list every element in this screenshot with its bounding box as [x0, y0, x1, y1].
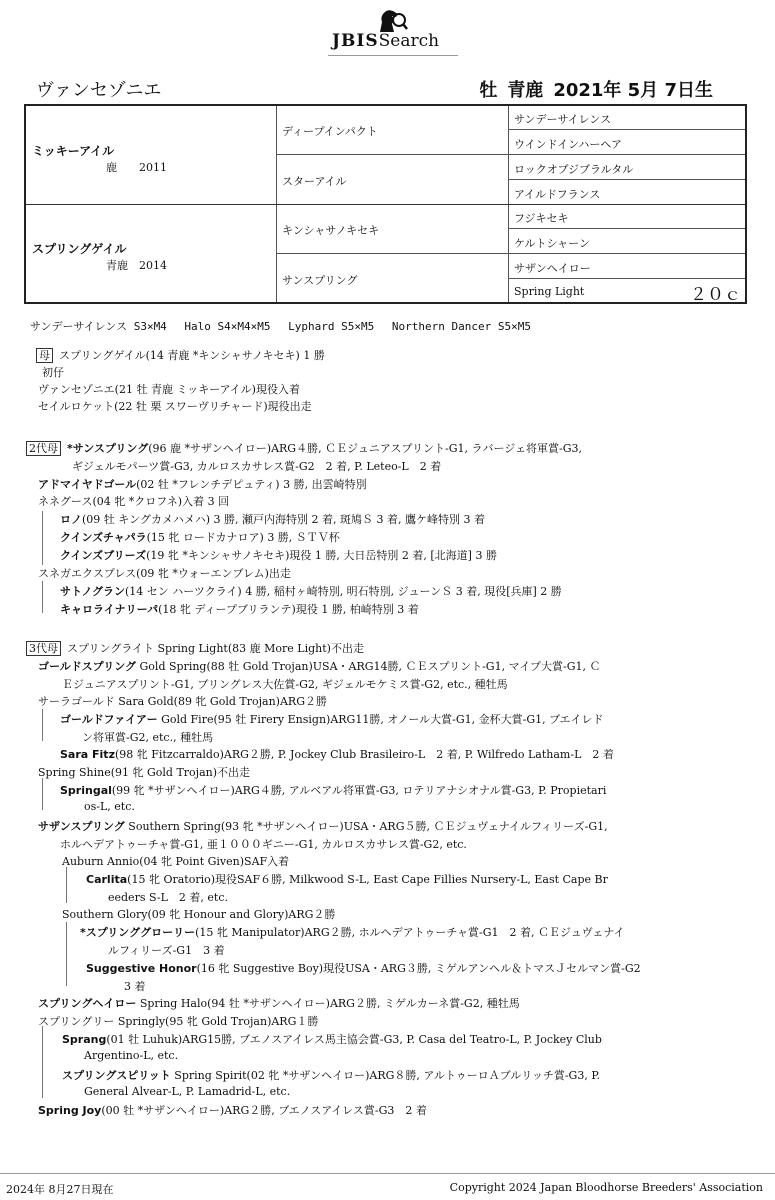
- horse-name-bold: スプリングヘイロー: [38, 997, 137, 1010]
- horse-name-bold: Sprang: [62, 1033, 107, 1046]
- family-line: [84, 1085, 290, 1098]
- gen2-1: ディープインパクト: [282, 125, 378, 138]
- family-line: [62, 1067, 600, 1083]
- family-line: [86, 960, 641, 976]
- horse-name-bold: クインズチャパラ: [60, 531, 147, 544]
- line-text: General Alvear-L, P. Lamadrid-L, etc.: [84, 1085, 291, 1098]
- horse-name-bold: Springal: [60, 784, 112, 797]
- line-text: ネネグース(04 牝 *クロフネ)入着 3 回: [38, 495, 230, 508]
- pedigree-dam: [32, 240, 167, 273]
- horse-name-bold: アドマイヤドゴール: [38, 478, 137, 491]
- line-text: (15 牝 Oratorio)現役SAF６勝, Milkwood S-L, East Cape Fillies Nursery-L, East Cape Br: [127, 873, 608, 886]
- gen2-4: サンスプリング: [282, 274, 358, 287]
- line-text: Auburn Annio(04 牝 Point Given)SAF入着: [62, 855, 290, 868]
- logo-underline: [328, 55, 458, 56]
- family-line: [60, 782, 606, 798]
- tree-bar: [42, 778, 43, 810]
- family-line: [38, 1013, 318, 1029]
- horse-name-bold: クインズブリーズ: [60, 549, 147, 562]
- line-text: Spring Halo(94 牡 *サザンヘイロー)ARG２勝, ミゲルカーネ賞-G2, 種牡馬: [136, 997, 520, 1010]
- horse-name-bold: スプリングスピリット: [62, 1069, 171, 1082]
- horse-name-bold: Spring Joy: [38, 1104, 102, 1117]
- horse-name-bold: ゴールドスプリング: [38, 660, 137, 673]
- line-text: Gold Fire(95 牡 Firery Ensign)ARG11勝, オノール大賞-G1, 金杯大賞-G1, ブエイレド: [157, 713, 604, 726]
- horse-color: 青鹿: [507, 80, 544, 101]
- dam-name: スプリングゲイル: [32, 242, 127, 256]
- generation-tag: 母: [36, 348, 53, 363]
- line-text: Spring Shine(91 牝 Gold Trojan)不出走: [38, 766, 251, 779]
- family-number: ２０ｃ: [690, 285, 741, 305]
- line-text: Gold Spring(88 牡 Gold Trojan)USA・ARG14勝, ＣＥスプリント-G1, マイプ大賞-G1, Ｃ: [136, 660, 601, 673]
- family-line: [38, 398, 312, 414]
- line-text: (00 牡 *サザンヘイロー)ARG２勝, ブエノスアイレス賞-G3 2 着: [101, 1104, 427, 1117]
- family-line: [60, 583, 562, 599]
- line-text: セイルロケット(22 牡 栗 スワーヴリチャード)現役出走: [38, 400, 312, 413]
- family-line: [84, 1049, 178, 1062]
- gen2-3: キンシャサノキセキ: [282, 224, 380, 237]
- family-line: [60, 529, 340, 545]
- line-text: (02 牡 *フレンチデピュティ) 3 勝, 出雲崎特別: [136, 478, 367, 491]
- gen3-8: Spring Light: [514, 285, 585, 298]
- family-line: [60, 547, 497, 563]
- line-text: スプリングリー Springly(95 牝 Gold Trojan)ARG１勝: [38, 1015, 319, 1028]
- pedigree-sire: [32, 142, 167, 175]
- family-line: [38, 493, 229, 509]
- generation-tag: 2代母: [26, 441, 61, 456]
- footer-date: 2024年 8月27日現在: [6, 1183, 114, 1196]
- logo-text: JBISSearch: [332, 31, 440, 51]
- line-text: (14 セン ハーツクライ) 4 勝, 稲村ヶ崎特別, 明石特別, ジューンＳ 3 着, 現役[兵庫] 2 勝: [125, 585, 562, 598]
- gen3-5: フジキセキ: [514, 212, 569, 225]
- inbreeding-summary: サンデーサイレンス S3×M4 Halo S4×M4×M5 Lyphard S5×M5 Northern Dancer S5×M5: [30, 320, 531, 333]
- family-line: [84, 800, 135, 813]
- family-line: [82, 729, 213, 745]
- line-text: (18 牝 ディープブリランテ)現役 1 勝, 柏崎特別 3 着: [158, 603, 419, 616]
- gen2-2: スターアイル: [282, 175, 347, 188]
- gen3-6: ケルトシャーン: [514, 237, 591, 250]
- family-line: [60, 511, 485, 527]
- line-text: スプリングゲイル(14 青鹿 *キンシャサノキセキ) 1 勝: [59, 349, 325, 362]
- family-line: [62, 676, 508, 692]
- line-text: (15 牝 Manipulator)ARG２勝, ホルヘデアトゥーチャ賞-G1 2 着, ＣＥジュヴェナイ: [195, 926, 625, 939]
- line-text: Spring Spirit(02 牝 *サザンヘイロー)ARG８勝, アルトゥーロＡブルリッチ賞-G3, P.: [170, 1069, 600, 1082]
- family-line: [38, 764, 250, 780]
- sire-name: ミッキーアイル: [32, 144, 115, 158]
- family-line: [38, 1102, 427, 1118]
- line-text: (19 牝 *キンシャサノキセキ)現役 1 勝, 大日岳特別 2 着, [北海道] 3 勝: [146, 549, 497, 562]
- gen3-4: アイルドフランス: [514, 188, 601, 201]
- horse-name-bold: Carlita: [86, 873, 128, 886]
- horse-sex: 牡: [479, 80, 498, 101]
- horse-birth: 2021年 5月 7日生: [553, 80, 713, 101]
- tree-bar: [42, 709, 43, 741]
- line-text: ギジェルモパーツ賞-G3, カルロスカサレス賞-G2 2 着, P. Leteo-L 2 着: [72, 460, 442, 473]
- tree-bar: [42, 1026, 43, 1098]
- family-line: [26, 440, 582, 456]
- family-line: [124, 978, 146, 994]
- horse-name-bold: Sara Fitz: [60, 748, 115, 761]
- family-line: [60, 711, 604, 727]
- line-text: (99 牝 *サザンヘイロー)ARG４勝, アルベアル将軍賞-G3, ロテリアナシオナル賞-G3, P. Propietari: [111, 784, 607, 797]
- family-line: [60, 836, 467, 852]
- horse-name-bold: Suggestive Honor: [86, 962, 197, 975]
- line-text: ホルヘデアトゥーチャ賞-G1, 亜１０００ギニー-G1, カルロスカサレス賞-G2, etc.: [60, 838, 467, 851]
- tree-bar: [66, 867, 67, 903]
- horse-name-bold: サトノグラン: [60, 585, 126, 598]
- family-line: [60, 746, 614, 762]
- generation-tag: 3代母: [26, 641, 61, 656]
- horse-name-bold: ロノ: [60, 513, 82, 526]
- line-text: os-L, etc.: [84, 800, 135, 813]
- family-line: [80, 924, 625, 940]
- family-line: [26, 640, 364, 656]
- family-line: [36, 347, 325, 363]
- line-text: (01 牡 Luhuk)ARG15勝, ブエノスアイレス馬主協会賞-G3, P. Casa del Teatro-L, P. Jockey Club: [106, 1033, 602, 1046]
- gen3-2: ウインドインハーヘア: [514, 138, 623, 151]
- gen3-1: サンデーサイレンス: [514, 113, 612, 126]
- gen3-3: ロックオブジブラルタル: [514, 163, 634, 176]
- family-line: [38, 995, 520, 1011]
- family-line: [42, 364, 64, 380]
- horse-info: [469, 76, 713, 102]
- horse-name: ヴァンセゾニエ: [36, 80, 162, 101]
- horse-name-bold: *サンスプリング: [67, 442, 149, 455]
- gen3-7: サザンヘイロー: [514, 262, 591, 275]
- family-line: [72, 458, 441, 474]
- tree-bar: [42, 511, 43, 565]
- line-text: (98 牝 Fitzcarraldo)ARG２勝, P. Jockey Club Brasileiro-L 2 着, P. Wilfredo Latham-L 2 着: [114, 748, 614, 761]
- family-line: [62, 1031, 602, 1047]
- line-text: Southern Spring(93 牝 *サザンヘイロー)USA・ARG５勝, ＣＥジュヴェナイルフィリーズ-G1,: [124, 820, 608, 833]
- family-line: [38, 476, 367, 492]
- line-text: Argentino-L, etc.: [84, 1049, 179, 1062]
- family-line: [38, 818, 608, 834]
- family-line: [108, 942, 225, 958]
- pedigree-table: [24, 104, 747, 304]
- line-text: ン将軍賞-G2, etc., 種牡馬: [82, 731, 214, 744]
- line-text: (09 牡 キングカメハメハ) 3 勝, 瀬戸内海特別 2 着, 斑鳩Ｓ 3 着, 鷹ケ峰特別 3 着: [82, 513, 485, 526]
- horse-name-bold: キャロライナリーパ: [60, 603, 159, 616]
- family-line: [108, 889, 228, 905]
- line-text: ヴァンセゾニエ(21 牡 青鹿 ミッキーアイル)現役入着: [38, 383, 300, 396]
- line-text: (16 牝 Suggestive Boy)現役USA・ARG３勝, ミゲルアンヘル＆トマスＪセルマン賞-G2: [196, 962, 641, 975]
- line-text: (96 鹿 *サザンヘイロー)ARG４勝, ＣＥジュニアスプリント-G1, ラバージェ将軍賞-G3,: [148, 442, 583, 455]
- line-text: (15 牝 ロードカナロア) 3 勝, ＳＴＶ杯: [146, 531, 340, 544]
- line-text: Ｅジュニアスプリント-G1, ブリングレス大佐賞-G2, ギジェルモケミス賞-G2, etc., 種牡馬: [62, 678, 508, 691]
- line-text: eeders S-L 2 着, etc.: [108, 891, 229, 904]
- line-text: 3 着: [124, 980, 146, 993]
- line-text: スネガエクスプレス(09 牝 *ウォーエンブレム)出走: [38, 567, 291, 580]
- line-text: スプリングライト Spring Light(83 鹿 More Light)不出走: [67, 642, 364, 655]
- family-line: [38, 381, 300, 397]
- horse-name-bold: サザンスプリング: [38, 820, 125, 833]
- dam-sub: 青鹿 2014: [106, 259, 167, 272]
- line-text: Southern Glory(09 牝 Honour and Glory)ARG２勝: [62, 908, 336, 921]
- line-text: サーラゴールド Sara Gold(89 牝 Gold Trojan)ARG２勝: [38, 695, 327, 708]
- jbis-logo: [328, 8, 458, 52]
- sire-sub: 鹿 2011: [106, 161, 167, 174]
- line-text: 初仔: [42, 366, 64, 379]
- footer-copyright: Copyright 2024 Japan Bloodhorse Breeders' Association: [449, 1181, 763, 1194]
- family-line: [38, 658, 601, 674]
- footer-divider: [0, 1173, 775, 1174]
- horse-name-bold: ゴールドファイアー: [60, 713, 158, 726]
- line-text: ルフィリーズ-G1 3 着: [108, 944, 225, 957]
- family-line: [38, 565, 291, 581]
- tree-bar: [66, 922, 67, 986]
- family-line: [62, 906, 335, 922]
- family-line: [38, 693, 327, 709]
- family-line: [86, 871, 608, 887]
- family-line: [60, 601, 419, 617]
- horse-name-bold: *スプリンググローリー: [80, 926, 196, 939]
- tree-bar: [42, 581, 43, 613]
- family-line: [62, 853, 289, 869]
